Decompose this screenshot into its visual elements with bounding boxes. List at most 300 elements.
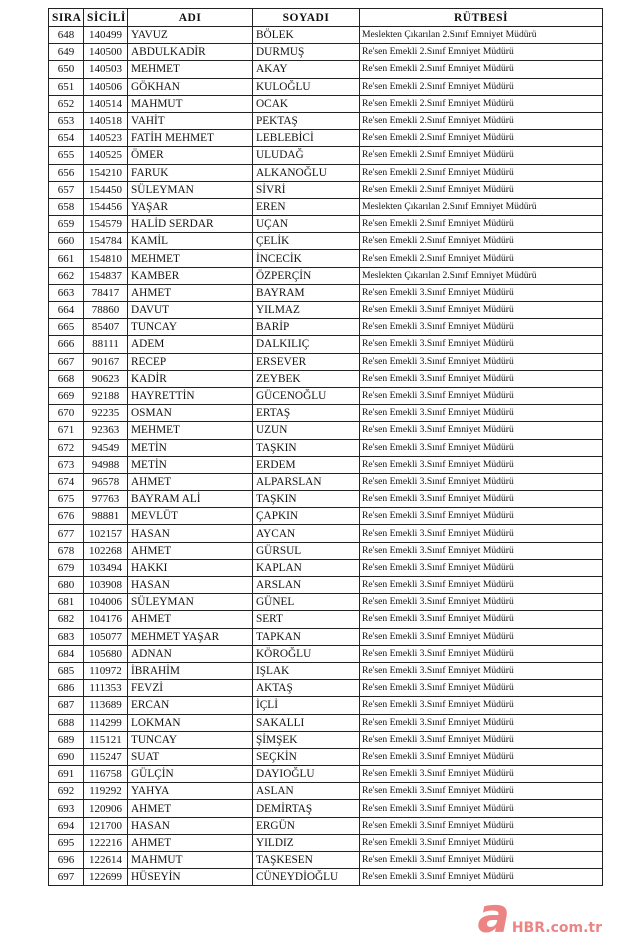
row-rutbe: Re'sen Emekli 2.Sınıf Emniyet Müdürü	[360, 181, 603, 198]
row-adi: GÜLÇİN	[128, 766, 253, 783]
row-rutbe: Re'sen Emekli 3.Sınıf Emniyet Müdürü	[360, 508, 603, 525]
row-soyadi: ERSEVER	[253, 353, 360, 370]
row-rutbe: Meslekten Çıkarılan 2.Sınıf Emniyet Müdürü	[360, 267, 603, 284]
row-sira: 672	[49, 439, 84, 456]
table-row	[49, 852, 603, 869]
row-sicil: 140503	[84, 61, 128, 78]
row-rutbe: Re'sen Emekli 2.Sınıf Emniyet Müdürü	[360, 95, 603, 112]
row-adi: HASAN	[128, 817, 253, 834]
table-row	[49, 422, 603, 439]
row-sira: 681	[49, 594, 84, 611]
row-sicil: 154810	[84, 250, 128, 267]
row-rutbe: Re'sen Emekli 3.Sınıf Emniyet Müdürü	[360, 834, 603, 851]
row-adi: HAKKI	[128, 559, 253, 576]
row-sicil: 119292	[84, 783, 128, 800]
table-row	[49, 267, 603, 284]
row-sira: 670	[49, 405, 84, 422]
row-adi: OSMAN	[128, 405, 253, 422]
row-soyadi: KULOĞLU	[253, 78, 360, 95]
row-sira: 651	[49, 78, 84, 95]
row-adi: AHMET	[128, 473, 253, 490]
row-rutbe: Re'sen Emekli 3.Sınıf Emniyet Müdürü	[360, 697, 603, 714]
row-rutbe: Re'sen Emekli 3.Sınıf Emniyet Müdürü	[360, 473, 603, 490]
row-sira: 654	[49, 130, 84, 147]
row-sicil: 154210	[84, 164, 128, 181]
row-sicil: 122699	[84, 869, 128, 886]
row-rutbe: Re'sen Emekli 3.Sınıf Emniyet Müdürü	[360, 714, 603, 731]
row-sicil: 103494	[84, 559, 128, 576]
row-sira: 690	[49, 748, 84, 765]
row-soyadi: ERTAŞ	[253, 405, 360, 422]
table-row	[49, 319, 603, 336]
table-row	[49, 697, 603, 714]
table-row	[49, 405, 603, 422]
table-row	[49, 542, 603, 559]
table-row	[49, 731, 603, 748]
row-soyadi: UZUN	[253, 422, 360, 439]
row-adi: YAVUZ	[128, 27, 253, 44]
table-row	[49, 78, 603, 95]
row-sira: 695	[49, 834, 84, 851]
table-row	[49, 800, 603, 817]
row-sira: 680	[49, 577, 84, 594]
row-sira: 669	[49, 387, 84, 404]
row-sira: 675	[49, 491, 84, 508]
header-adi: ADI	[128, 9, 253, 27]
row-soyadi: BARİP	[253, 319, 360, 336]
row-rutbe: Re'sen Emekli 2.Sınıf Emniyet Müdürü	[360, 112, 603, 129]
row-sicil: 154579	[84, 216, 128, 233]
table-row	[49, 284, 603, 301]
row-rutbe: Re'sen Emekli 3.Sınıf Emniyet Müdürü	[360, 577, 603, 594]
row-sicil: 104006	[84, 594, 128, 611]
row-sira: 673	[49, 456, 84, 473]
row-sicil: 140518	[84, 112, 128, 129]
row-soyadi: TAŞKIN	[253, 491, 360, 508]
table-row	[49, 353, 603, 370]
row-soyadi: YILMAZ	[253, 302, 360, 319]
row-rutbe: Re'sen Emekli 3.Sınıf Emniyet Müdürü	[360, 353, 603, 370]
row-sicil: 140514	[84, 95, 128, 112]
row-sira: 664	[49, 302, 84, 319]
row-adi: BAYRAM ALİ	[128, 491, 253, 508]
row-sicil: 140525	[84, 147, 128, 164]
row-rutbe: Re'sen Emekli 3.Sınıf Emniyet Müdürü	[360, 370, 603, 387]
row-adi: TUNCAY	[128, 319, 253, 336]
row-rutbe: Re'sen Emekli 3.Sınıf Emniyet Müdürü	[360, 766, 603, 783]
row-adi: HASAN	[128, 525, 253, 542]
row-sira: 686	[49, 680, 84, 697]
row-adi: ERCAN	[128, 697, 253, 714]
row-rutbe: Re'sen Emekli 3.Sınıf Emniyet Müdürü	[360, 783, 603, 800]
row-soyadi: ALKANOĞLU	[253, 164, 360, 181]
row-soyadi: BÖLEK	[253, 27, 360, 44]
row-rutbe: Re'sen Emekli 3.Sınıf Emniyet Müdürü	[360, 559, 603, 576]
row-adi: VAHİT	[128, 112, 253, 129]
row-soyadi: EREN	[253, 198, 360, 215]
row-soyadi: UÇAN	[253, 216, 360, 233]
row-sicil: 92235	[84, 405, 128, 422]
row-sicil: 102157	[84, 525, 128, 542]
row-soyadi: GÜRSUL	[253, 542, 360, 559]
row-soyadi: BAYRAM	[253, 284, 360, 301]
row-adi: AHMET	[128, 834, 253, 851]
row-soyadi: SİVRİ	[253, 181, 360, 198]
row-sira: 657	[49, 181, 84, 198]
row-adi: ADNAN	[128, 645, 253, 662]
row-rutbe: Re'sen Emekli 2.Sınıf Emniyet Müdürü	[360, 250, 603, 267]
table-row	[49, 95, 603, 112]
row-soyadi: ZEYBEK	[253, 370, 360, 387]
table-row	[49, 370, 603, 387]
row-adi: FATİH MEHMET	[128, 130, 253, 147]
hbr-watermark	[477, 888, 602, 944]
row-adi: HASAN	[128, 577, 253, 594]
row-soyadi: KAPLAN	[253, 559, 360, 576]
row-rutbe: Meslekten Çıkarılan 2.Sınıf Emniyet Müdürü	[360, 27, 603, 44]
row-sicil: 92363	[84, 422, 128, 439]
table-row	[49, 525, 603, 542]
row-rutbe: Re'sen Emekli 3.Sınıf Emniyet Müdürü	[360, 439, 603, 456]
table-row	[49, 61, 603, 78]
row-sicil: 85407	[84, 319, 128, 336]
row-soyadi: ÖZPERÇİN	[253, 267, 360, 284]
row-sira: 649	[49, 44, 84, 61]
row-adi: DAVUT	[128, 302, 253, 319]
table-row	[49, 164, 603, 181]
row-rutbe: Re'sen Emekli 3.Sınıf Emniyet Müdürü	[360, 319, 603, 336]
row-rutbe: Re'sen Emekli 3.Sınıf Emniyet Müdürü	[360, 405, 603, 422]
row-sira: 696	[49, 852, 84, 869]
row-rutbe: Re'sen Emekli 3.Sınıf Emniyet Müdürü	[360, 302, 603, 319]
row-soyadi: OCAK	[253, 95, 360, 112]
row-soyadi: TAŞKIN	[253, 439, 360, 456]
row-soyadi: AYCAN	[253, 525, 360, 542]
row-rutbe: Re'sen Emekli 3.Sınıf Emniyet Müdürü	[360, 852, 603, 869]
row-soyadi: ERGÜN	[253, 817, 360, 834]
row-sira: 688	[49, 714, 84, 731]
row-sira: 668	[49, 370, 84, 387]
table-row	[49, 147, 603, 164]
row-sicil: 111353	[84, 680, 128, 697]
row-sira: 684	[49, 645, 84, 662]
row-soyadi: AKTAŞ	[253, 680, 360, 697]
table-row	[49, 112, 603, 129]
row-rutbe: Re'sen Emekli 3.Sınıf Emniyet Müdürü	[360, 491, 603, 508]
table-row	[49, 233, 603, 250]
row-sicil: 94549	[84, 439, 128, 456]
row-adi: MEHMET	[128, 422, 253, 439]
table-row	[49, 834, 603, 851]
row-sicil: 140506	[84, 78, 128, 95]
table-row	[49, 680, 603, 697]
table-row	[49, 336, 603, 353]
row-rutbe: Re'sen Emekli 3.Sınıf Emniyet Müdürü	[360, 387, 603, 404]
row-adi: KAMBER	[128, 267, 253, 284]
row-rutbe: Re'sen Emekli 2.Sınıf Emniyet Müdürü	[360, 233, 603, 250]
row-soyadi: SAKALLI	[253, 714, 360, 731]
row-adi: HALİD SERDAR	[128, 216, 253, 233]
table-row	[49, 473, 603, 490]
row-sicil: 154784	[84, 233, 128, 250]
row-sicil: 103908	[84, 577, 128, 594]
row-sira: 662	[49, 267, 84, 284]
row-soyadi: ŞİMŞEK	[253, 731, 360, 748]
row-adi: METİN	[128, 456, 253, 473]
row-sira: 693	[49, 800, 84, 817]
row-rutbe: Re'sen Emekli 2.Sınıf Emniyet Müdürü	[360, 164, 603, 181]
row-adi: MEHMET YAŞAR	[128, 628, 253, 645]
table-row	[49, 559, 603, 576]
row-soyadi: ERDEM	[253, 456, 360, 473]
row-sicil: 140523	[84, 130, 128, 147]
row-sicil: 154456	[84, 198, 128, 215]
row-adi: LOKMAN	[128, 714, 253, 731]
row-adi: ADEM	[128, 336, 253, 353]
row-adi: SÜLEYMAN	[128, 181, 253, 198]
row-rutbe: Re'sen Emekli 2.Sınıf Emniyet Müdürü	[360, 216, 603, 233]
row-sira: 685	[49, 662, 84, 679]
row-adi: TUNCAY	[128, 731, 253, 748]
table-row	[49, 456, 603, 473]
row-sicil: 97763	[84, 491, 128, 508]
row-sira: 661	[49, 250, 84, 267]
row-sira: 665	[49, 319, 84, 336]
table-row	[49, 130, 603, 147]
row-soyadi: ARSLAN	[253, 577, 360, 594]
row-sicil: 115121	[84, 731, 128, 748]
table-header-row	[49, 9, 603, 27]
row-sicil: 122614	[84, 852, 128, 869]
row-soyadi: İÇLİ	[253, 697, 360, 714]
row-sicil: 154450	[84, 181, 128, 198]
row-adi: SUAT	[128, 748, 253, 765]
row-soyadi: DURMUŞ	[253, 44, 360, 61]
header-rutbesi: RÜTBESİ	[360, 9, 603, 27]
row-sicil: 114299	[84, 714, 128, 731]
table-row	[49, 783, 603, 800]
watermark-text: HBR.com.tr	[511, 920, 602, 936]
row-soyadi: CÜNEYDİOĞLU	[253, 869, 360, 886]
row-sira: 676	[49, 508, 84, 525]
row-rutbe: Re'sen Emekli 3.Sınıf Emniyet Müdürü	[360, 611, 603, 628]
row-soyadi: DALKILIÇ	[253, 336, 360, 353]
row-rutbe: Re'sen Emekli 3.Sınıf Emniyet Müdürü	[360, 800, 603, 817]
header-sicili: SİCİLİ	[84, 9, 128, 27]
row-rutbe: Re'sen Emekli 3.Sınıf Emniyet Müdürü	[360, 731, 603, 748]
row-soyadi: ÇAPKIN	[253, 508, 360, 525]
row-sira: 650	[49, 61, 84, 78]
row-sicil: 78417	[84, 284, 128, 301]
row-sira: 660	[49, 233, 84, 250]
row-sira: 658	[49, 198, 84, 215]
row-sicil: 121700	[84, 817, 128, 834]
table-row	[49, 44, 603, 61]
row-sicil: 113689	[84, 697, 128, 714]
row-sira: 648	[49, 27, 84, 44]
row-sira: 694	[49, 817, 84, 834]
row-rutbe: Re'sen Emekli 3.Sınıf Emniyet Müdürü	[360, 542, 603, 559]
header-sira: SIRA	[49, 9, 84, 27]
row-adi: ABDULKADİR	[128, 44, 253, 61]
table-row	[49, 748, 603, 765]
table-row	[49, 714, 603, 731]
table-row	[49, 491, 603, 508]
row-sira: 656	[49, 164, 84, 181]
row-adi: MEHMET	[128, 61, 253, 78]
table-row	[49, 766, 603, 783]
row-adi: MEHMET	[128, 250, 253, 267]
row-rutbe: Re'sen Emekli 3.Sınıf Emniyet Müdürü	[360, 680, 603, 697]
row-sicil: 88111	[84, 336, 128, 353]
row-sira: 671	[49, 422, 84, 439]
row-sira: 674	[49, 473, 84, 490]
row-adi: AHMET	[128, 611, 253, 628]
row-adi: METİN	[128, 439, 253, 456]
row-rutbe: Re'sen Emekli 2.Sınıf Emniyet Müdürü	[360, 44, 603, 61]
row-rutbe: Meslekten Çıkarılan 2.Sınıf Emniyet Müdürü	[360, 198, 603, 215]
row-rutbe: Re'sen Emekli 3.Sınıf Emniyet Müdürü	[360, 628, 603, 645]
row-rutbe: Re'sen Emekli 2.Sınıf Emniyet Müdürü	[360, 147, 603, 164]
row-sicil: 105680	[84, 645, 128, 662]
row-sicil: 90167	[84, 353, 128, 370]
table-row	[49, 869, 603, 886]
personnel-table	[48, 8, 603, 886]
row-soyadi: PEKTAŞ	[253, 112, 360, 129]
row-sira: 697	[49, 869, 84, 886]
hbr-logo-icon: a	[477, 888, 510, 944]
row-sira: 659	[49, 216, 84, 233]
row-sicil: 94988	[84, 456, 128, 473]
table-row	[49, 817, 603, 834]
row-sicil: 154837	[84, 267, 128, 284]
row-adi: MAHMUT	[128, 852, 253, 869]
row-soyadi: ALPARSLAN	[253, 473, 360, 490]
row-rutbe: Re'sen Emekli 3.Sınıf Emniyet Müdürü	[360, 594, 603, 611]
row-adi: YAŞAR	[128, 198, 253, 215]
row-sicil: 96578	[84, 473, 128, 490]
row-sicil: 116758	[84, 766, 128, 783]
row-soyadi: SEÇKİN	[253, 748, 360, 765]
row-adi: SÜLEYMAN	[128, 594, 253, 611]
table-row	[49, 181, 603, 198]
row-soyadi: YILDIZ	[253, 834, 360, 851]
table-row	[49, 198, 603, 215]
table-row	[49, 27, 603, 44]
row-rutbe: Re'sen Emekli 3.Sınıf Emniyet Müdürü	[360, 422, 603, 439]
row-sicil: 122216	[84, 834, 128, 851]
row-sicil: 90623	[84, 370, 128, 387]
row-soyadi: DEMİRTAŞ	[253, 800, 360, 817]
row-sira: 689	[49, 731, 84, 748]
row-sicil: 110972	[84, 662, 128, 679]
row-rutbe: Re'sen Emekli 3.Sınıf Emniyet Müdürü	[360, 869, 603, 886]
table-row	[49, 439, 603, 456]
row-rutbe: Re'sen Emekli 2.Sınıf Emniyet Müdürü	[360, 78, 603, 95]
row-adi: AHMET	[128, 284, 253, 301]
row-sira: 653	[49, 112, 84, 129]
row-adi: KAMİL	[128, 233, 253, 250]
row-sira: 683	[49, 628, 84, 645]
row-soyadi: DAYIOĞLU	[253, 766, 360, 783]
table-row	[49, 628, 603, 645]
row-sicil: 105077	[84, 628, 128, 645]
row-soyadi: GÜNEL	[253, 594, 360, 611]
row-sicil: 140499	[84, 27, 128, 44]
row-sira: 652	[49, 95, 84, 112]
row-sicil: 140500	[84, 44, 128, 61]
row-sira: 655	[49, 147, 84, 164]
row-adi: ÖMER	[128, 147, 253, 164]
row-rutbe: Re'sen Emekli 3.Sınıf Emniyet Müdürü	[360, 456, 603, 473]
table-row	[49, 250, 603, 267]
row-soyadi: IŞLAK	[253, 662, 360, 679]
row-rutbe: Re'sen Emekli 3.Sınıf Emniyet Müdürü	[360, 645, 603, 662]
row-adi: HAYRETTİN	[128, 387, 253, 404]
table-row	[49, 662, 603, 679]
row-sira: 682	[49, 611, 84, 628]
table-row	[49, 302, 603, 319]
row-adi: RECEP	[128, 353, 253, 370]
row-sicil: 115247	[84, 748, 128, 765]
row-rutbe: Re'sen Emekli 3.Sınıf Emniyet Müdürü	[360, 748, 603, 765]
row-adi: AHMET	[128, 542, 253, 559]
row-sira: 691	[49, 766, 84, 783]
row-sira: 687	[49, 697, 84, 714]
row-sicil: 102268	[84, 542, 128, 559]
row-sicil: 98881	[84, 508, 128, 525]
row-sira: 679	[49, 559, 84, 576]
row-soyadi: AKAY	[253, 61, 360, 78]
row-sira: 677	[49, 525, 84, 542]
row-soyadi: ULUDAĞ	[253, 147, 360, 164]
row-soyadi: KÖROĞLU	[253, 645, 360, 662]
row-adi: MEVLÜT	[128, 508, 253, 525]
row-soyadi: GÜCENOĞLU	[253, 387, 360, 404]
row-sira: 692	[49, 783, 84, 800]
row-adi: KADİR	[128, 370, 253, 387]
table-row	[49, 387, 603, 404]
row-sicil: 92188	[84, 387, 128, 404]
row-adi: FARUK	[128, 164, 253, 181]
row-adi: AHMET	[128, 800, 253, 817]
row-soyadi: SERT	[253, 611, 360, 628]
row-rutbe: Re'sen Emekli 2.Sınıf Emniyet Müdürü	[360, 130, 603, 147]
table-row	[49, 577, 603, 594]
row-soyadi: ASLAN	[253, 783, 360, 800]
row-rutbe: Re'sen Emekli 2.Sınıf Emniyet Müdürü	[360, 61, 603, 78]
table-row	[49, 216, 603, 233]
row-sira: 678	[49, 542, 84, 559]
row-sicil: 78860	[84, 302, 128, 319]
header-soyadi: SOYADI	[253, 9, 360, 27]
row-sicil: 104176	[84, 611, 128, 628]
table-row	[49, 594, 603, 611]
row-soyadi: İNCECİK	[253, 250, 360, 267]
row-adi: HÜSEYİN	[128, 869, 253, 886]
table-row	[49, 645, 603, 662]
row-rutbe: Re'sen Emekli 3.Sınıf Emniyet Müdürü	[360, 336, 603, 353]
row-soyadi: ÇELİK	[253, 233, 360, 250]
row-rutbe: Re'sen Emekli 3.Sınıf Emniyet Müdürü	[360, 817, 603, 834]
row-soyadi: TAPKAN	[253, 628, 360, 645]
row-adi: FEVZİ	[128, 680, 253, 697]
row-adi: İBRAHİM	[128, 662, 253, 679]
table-row	[49, 508, 603, 525]
row-sira: 667	[49, 353, 84, 370]
table-row	[49, 611, 603, 628]
row-sira: 666	[49, 336, 84, 353]
